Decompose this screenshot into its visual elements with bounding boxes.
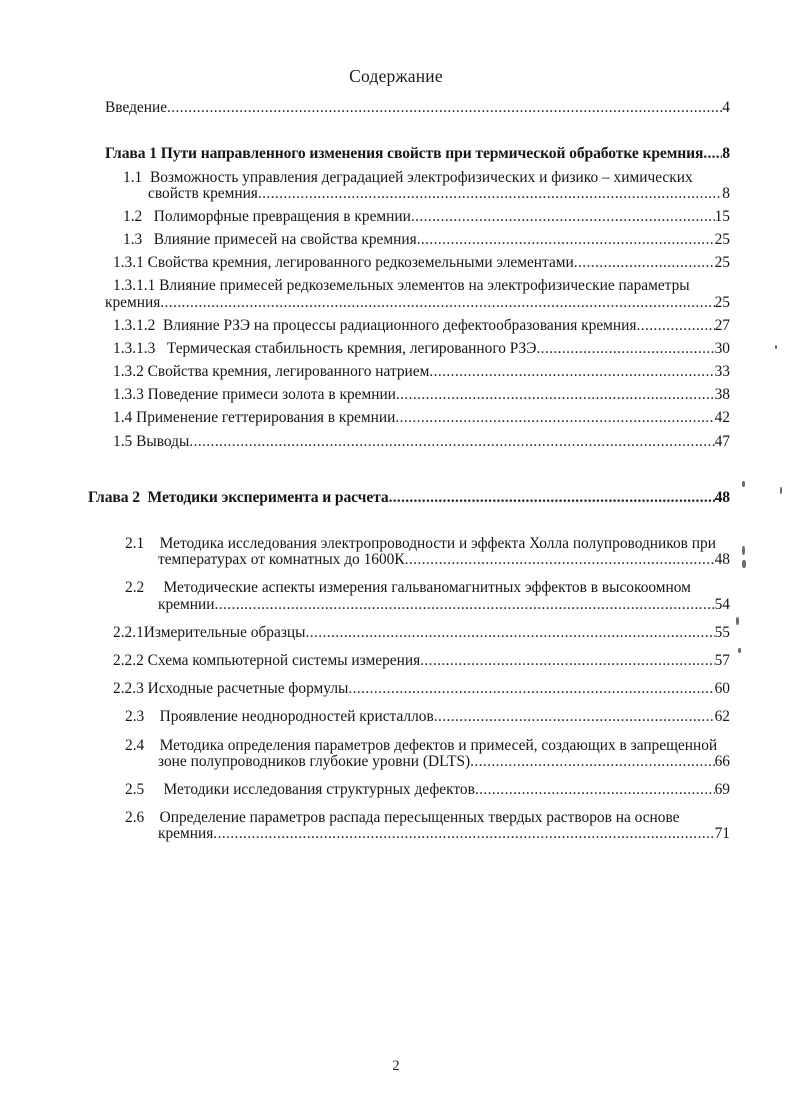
toc-page-number: 42 <box>714 409 730 427</box>
toc-spacer <box>0 726 792 738</box>
toc-entry-continuation[interactable] <box>0 597 792 613</box>
toc-page-number: 47 <box>714 432 730 450</box>
toc-entry-number: 1.3.1.3 <box>113 339 167 357</box>
toc-spacer <box>0 116 792 146</box>
toc-entry-title: Измерительные образцы <box>143 623 306 641</box>
toc-page-number: 4 <box>722 99 730 116</box>
table-of-contents <box>0 100 792 854</box>
toc-entry-title: Термическая стабильность кремния, легированного РЗЭ <box>166 339 537 357</box>
toc-dot-leader <box>305 625 714 641</box>
toc-entry-line[interactable] <box>0 278 792 294</box>
toc-dot-leader <box>258 186 722 202</box>
toc-entry-continuation[interactable] <box>0 295 792 311</box>
toc-entry-number: 2.2.3 <box>113 680 148 698</box>
toc-page-number: 54 <box>714 595 730 613</box>
toc-entry[interactable] <box>0 782 792 798</box>
toc-entry-title: Свойства кремния, легированного натрием <box>147 363 430 381</box>
toc-entry-title-cont: температурах от комнатных до 1600К <box>158 551 405 569</box>
scan-speckle <box>742 546 745 555</box>
toc-dot-leader <box>160 295 714 311</box>
toc-dot-leader <box>213 826 714 842</box>
toc-entry-title: Пути направленного изменения свойств при термической обработке кремния <box>160 145 704 163</box>
scan-speckle <box>742 560 746 568</box>
toc-entry-title: Проявление неоднородностей кристаллов <box>159 708 434 726</box>
toc-page-number: 69 <box>714 780 730 798</box>
toc-page-number: 25 <box>714 293 730 311</box>
toc-entry-number: 1.3 <box>123 231 154 249</box>
page-number-footer: 2 <box>392 1058 400 1074</box>
toc-dot-leader <box>214 597 714 613</box>
scan-speckle <box>736 617 739 625</box>
toc-page-number: 8 <box>722 145 730 163</box>
toc-entry-number: Глава 1 <box>105 145 161 163</box>
toc-dot-leader <box>189 434 714 450</box>
toc-entry-title: Возможность управления деградацией электрофизических и физико – химических <box>149 168 693 186</box>
toc-entry[interactable] <box>0 653 792 669</box>
toc-dot-leader <box>420 653 714 669</box>
toc-entry-number: 2.2 <box>125 579 164 597</box>
toc-page-number: 25 <box>714 231 730 249</box>
toc-entry-continuation[interactable] <box>0 754 792 770</box>
toc-entry-number: 1.3.3 <box>113 386 148 404</box>
toc-entry-number: 2.5 <box>125 780 164 798</box>
toc-entry-number: 1.4 <box>113 409 137 427</box>
toc-page-number: 48 <box>714 488 730 506</box>
toc-entry-title: Полиморфные превращения в кремнии <box>153 207 411 225</box>
toc-entry-number: 1.5 <box>113 432 137 450</box>
toc-entry-title: Методики исследования структурных дефектов <box>163 780 475 798</box>
toc-page-number: 66 <box>714 752 730 770</box>
toc-entry-title-cont: кремния <box>105 293 161 311</box>
toc-entry[interactable] <box>0 255 792 271</box>
toc-entry[interactable] <box>0 387 792 403</box>
toc-entry[interactable] <box>0 434 792 450</box>
toc-entry-title: Влияние примесей на свойства кремния <box>153 231 417 249</box>
toc-dot-leader <box>411 209 715 225</box>
toc-entry-number: Глава 2 <box>88 488 148 506</box>
toc-entry-title: Методика исследования электропроводности и эффекта Холла полупроводников при <box>159 535 716 553</box>
toc-entry-title-cont: зоне полупроводников глубокие уровни (DLTS) <box>158 752 471 770</box>
toc-dot-leader <box>434 709 715 725</box>
toc-dot-leader <box>405 552 715 568</box>
toc-entry-title-cont: кремния <box>158 825 214 843</box>
toc-chapter-entry[interactable] <box>0 146 792 162</box>
toc-page-number: 62 <box>714 708 730 726</box>
toc-dot-leader <box>389 490 715 506</box>
toc-entry-title: Применение геттерирования в кремнии <box>136 409 396 427</box>
toc-entry-number: 1.3.1 <box>113 254 148 272</box>
toc-dot-leader <box>470 754 714 770</box>
toc-dot-leader <box>395 410 714 426</box>
toc-entry-number: 1.3.2 <box>113 363 148 381</box>
toc-entry-title: Влияние примесей редкоземельных элементов на электрофизические параметры <box>159 277 690 295</box>
toc-page-number: 55 <box>714 623 730 641</box>
page-title: Содержание <box>349 66 443 86</box>
toc-page-number: 60 <box>714 680 730 698</box>
toc-entry-line[interactable] <box>0 738 792 754</box>
toc-dot-leader <box>536 341 714 357</box>
toc-entry-title: Влияние РЗЭ на процессы радиационного дефектообразования кремния <box>163 316 637 334</box>
toc-page-number: 25 <box>714 254 730 272</box>
toc-entry-title: Схема компьютерной системы измерения <box>147 651 421 669</box>
toc-page-number: 38 <box>714 386 730 404</box>
scan-speckle <box>775 345 777 349</box>
toc-entry-title: Введение <box>105 99 168 116</box>
toc-entry-line[interactable] <box>0 580 792 596</box>
toc-spacer <box>0 506 792 536</box>
toc-entry-continuation[interactable] <box>0 826 792 842</box>
toc-entry-line[interactable] <box>0 170 792 186</box>
toc-entry-title: Определение параметров распада пересыщенных твердых растворов на основе <box>159 809 680 827</box>
toc-entry[interactable] <box>0 364 792 380</box>
toc-entry-title: Методики эксперимента и расчета <box>147 488 389 506</box>
toc-entry-number: 2.1 <box>125 535 160 553</box>
toc-entry-number: 1.2 <box>123 207 154 225</box>
toc-entry[interactable] <box>0 100 792 116</box>
toc-spacer <box>0 450 792 490</box>
toc-entry-title-cont: свойств кремния <box>148 184 258 202</box>
toc-entry[interactable] <box>0 681 792 697</box>
scan-speckle <box>738 648 741 653</box>
toc-page-number: 48 <box>714 551 730 569</box>
toc-page-number: 33 <box>714 363 730 381</box>
toc-entry-title: Исходные расчетные формулы <box>147 680 349 698</box>
toc-entry-title: Методические аспекты измерения гальваномагнитных эффектов в высокоомном <box>163 579 691 597</box>
toc-entry-title: Поведение примеси золота в кремнии <box>147 386 396 404</box>
toc-dot-leader <box>703 146 722 162</box>
toc-dot-leader <box>429 364 714 380</box>
toc-chapter-entry[interactable] <box>0 490 792 506</box>
toc-entry-title: Методика определения параметров дефектов и примесей, создающих в запрещенной <box>159 736 718 754</box>
toc-entry-continuation[interactable] <box>0 186 792 202</box>
toc-entry[interactable] <box>0 410 792 426</box>
toc-entry-number: 1.1 <box>123 168 150 186</box>
toc-entry-number: 2.2.2 <box>113 651 148 669</box>
toc-page-number: 8 <box>722 184 730 202</box>
toc-entry-title-cont: кремнии <box>158 595 215 613</box>
toc-entry[interactable] <box>0 232 792 248</box>
toc-page-number: 27 <box>714 316 730 334</box>
toc-entry-continuation[interactable] <box>0 552 792 568</box>
toc-entry-number: 1.3.1.2 <box>113 316 164 334</box>
toc-page-number: 30 <box>714 339 730 357</box>
toc-entry-title: Свойства кремния, легированного редкоземельными элементами <box>147 254 574 272</box>
toc-entry[interactable] <box>0 209 792 225</box>
toc-entry[interactable] <box>0 341 792 357</box>
toc-spacer <box>0 613 792 625</box>
toc-page-number: 57 <box>714 651 730 669</box>
toc-page-number: 15 <box>714 207 730 225</box>
toc-entry-number: 2.6 <box>125 809 160 827</box>
toc-dot-leader <box>396 387 715 403</box>
toc-page-number: 71 <box>714 825 730 843</box>
toc-entry-number: 2.4 <box>125 736 160 754</box>
toc-dot-leader <box>574 255 715 271</box>
toc-spacer <box>0 842 792 854</box>
toc-entry[interactable] <box>0 318 792 334</box>
toc-dot-leader <box>167 100 722 116</box>
toc-entry-title: Выводы <box>136 432 190 450</box>
scan-speckle <box>742 481 745 487</box>
toc-dot-leader <box>475 782 715 798</box>
toc-entry-number: 1.3.1.1 <box>113 277 160 295</box>
toc-entry[interactable] <box>0 625 792 641</box>
toc-entry-line[interactable] <box>0 810 792 826</box>
toc-entry[interactable] <box>0 709 792 725</box>
toc-dot-leader <box>636 318 714 334</box>
toc-entry-line[interactable] <box>0 536 792 552</box>
toc-dot-leader <box>348 681 714 697</box>
scan-speckle <box>780 487 782 494</box>
toc-dot-leader <box>417 232 715 248</box>
toc-entry-number: 2.2.1 <box>113 623 144 641</box>
toc-entry-number: 2.3 <box>125 708 160 726</box>
